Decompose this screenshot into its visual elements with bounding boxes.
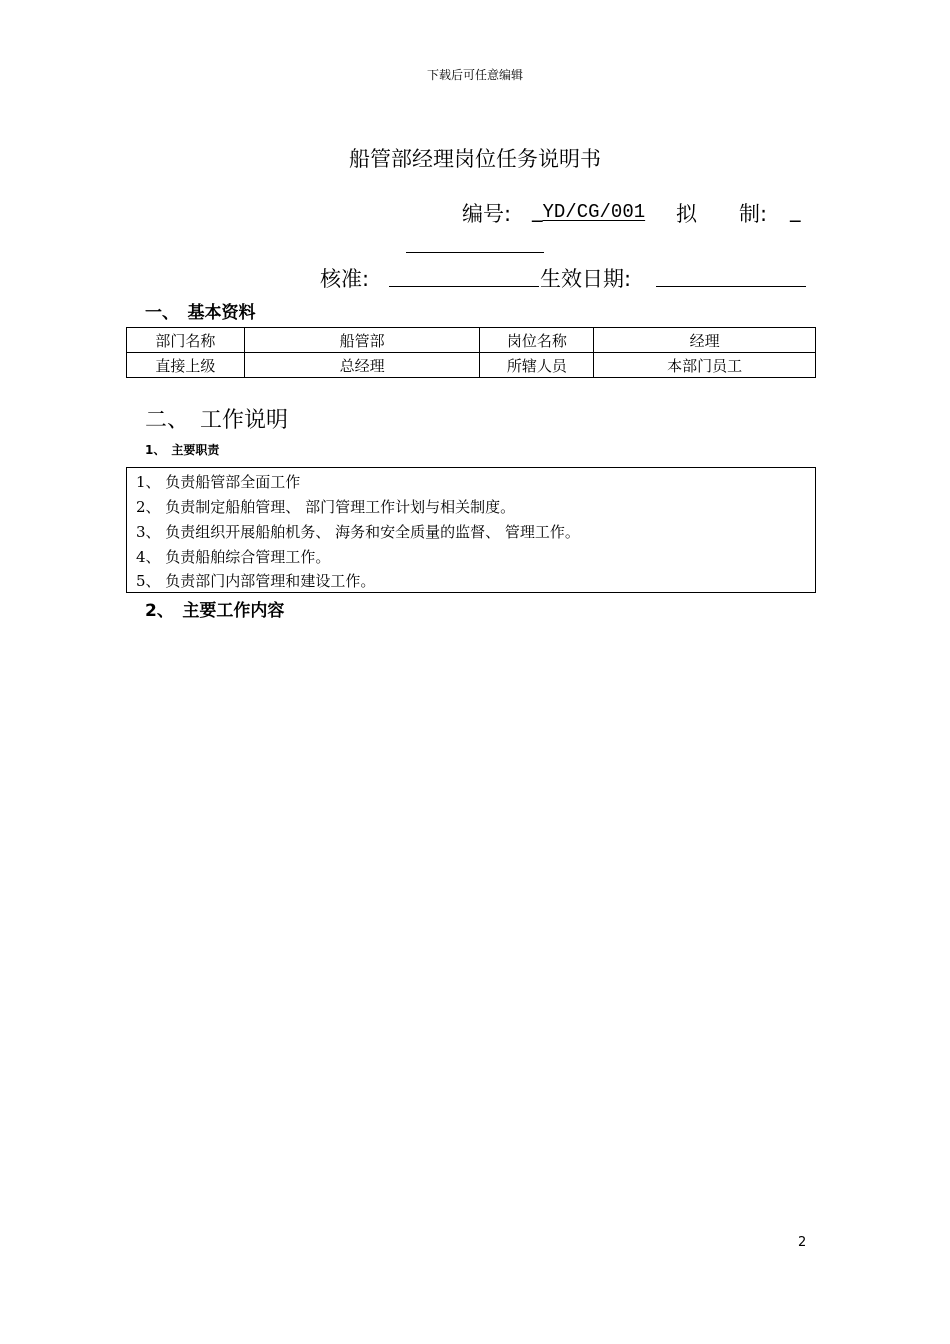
list-item: 4、 负责船舶综合管理工作。: [136, 548, 331, 566]
effective-date-blank-line: [656, 286, 806, 287]
list-item: 3、 负责组织开展船舶机务、 海务和安全质量的监督、 管理工作。: [136, 523, 580, 541]
table-cell: 直接上级: [127, 353, 245, 378]
table-row: [127, 328, 816, 353]
page-number: 2: [798, 1235, 807, 1250]
main-work-content-subheading: 2、 主要工作内容: [145, 601, 285, 621]
drafted-blank: _: [790, 198, 801, 222]
table-cell: 部门名称: [127, 328, 245, 353]
code-value-field: _YD/CG/001: [532, 198, 646, 223]
table-row: [127, 353, 816, 378]
document-title: 船管部经理岗位任务说明书: [349, 147, 601, 171]
list-item: 1、 负责船管部全面工作: [136, 473, 301, 491]
code-label: 编号:: [462, 202, 512, 226]
approved-label: 核准:: [320, 267, 370, 291]
code-value: YD/CG/001: [542, 201, 646, 223]
duties-box: [126, 467, 816, 593]
approved-blank-line: [389, 286, 539, 287]
section-work-description-heading: 二、 工作说明: [145, 408, 289, 433]
table-cell: 船管部: [244, 328, 480, 353]
drafted-blank-line: [406, 252, 544, 253]
table-cell: 所辖人员: [480, 353, 594, 378]
basic-info-table: [126, 327, 816, 378]
header-note: 下载后可任意编辑: [426, 68, 523, 82]
table-cell: 本部门员工: [594, 353, 816, 378]
table-cell: 岗位名称: [480, 328, 594, 353]
table-cell: 经理: [594, 328, 816, 353]
main-duties-subheading: 1、 主要职责: [145, 443, 220, 457]
effective-date-label: 生效日期:: [540, 267, 632, 291]
list-item: 2、 负责制定船舶管理、 部门管理工作计划与相关制度。: [136, 498, 516, 516]
table-cell: 总经理: [244, 353, 480, 378]
drafted-label: 拟 制:: [676, 202, 768, 226]
section-basic-info-heading: 一、 基本资料: [145, 303, 256, 323]
list-item: 5、 负责部门内部管理和建设工作。: [136, 572, 376, 590]
